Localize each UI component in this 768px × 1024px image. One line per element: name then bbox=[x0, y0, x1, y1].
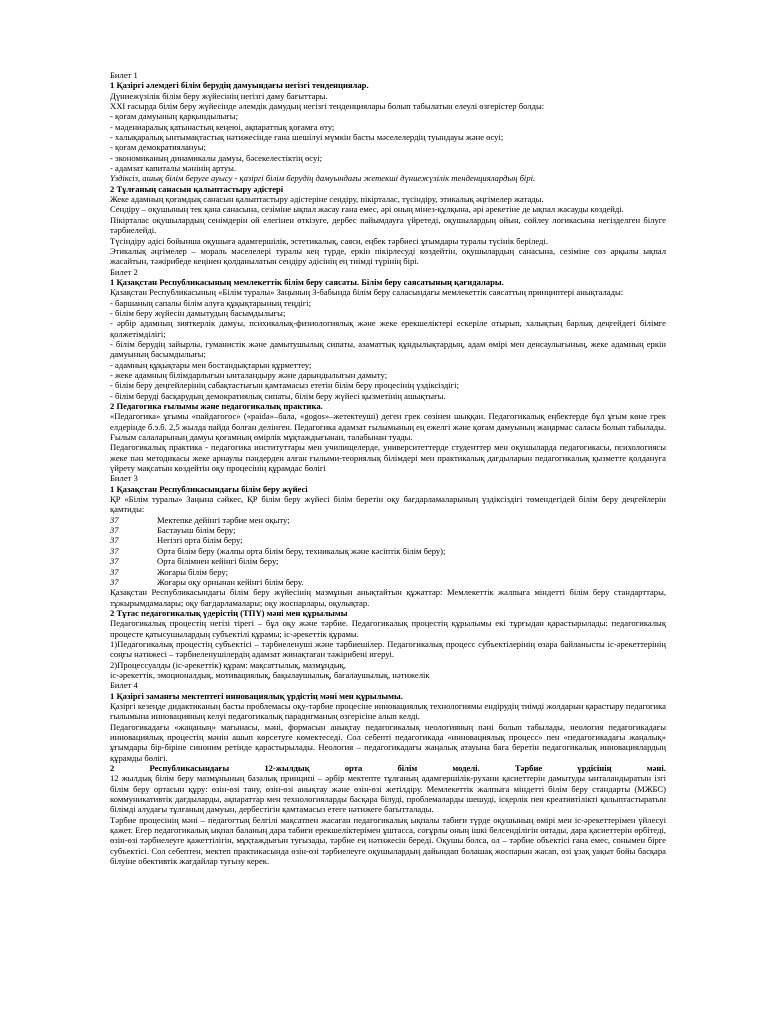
ticket-label: Билет 1 bbox=[110, 70, 138, 80]
list-number: 37 bbox=[110, 556, 119, 567]
list-item bbox=[110, 556, 666, 566]
paragraph: іс-әрекеттік, эмоционалдық, мотивациялық, бақылаушылық, бағалаушылық, нәтижелік bbox=[110, 669, 430, 680]
paragraph: XXI ғасырда білім беру жүйесінде әлемдік дамудың негізгі тенденциялары болып табылатын елеулі өзгерістер болды: bbox=[110, 101, 545, 112]
list-item bbox=[110, 515, 666, 525]
list-number: 37 bbox=[110, 525, 119, 536]
paragraph: Пікірталас оқушылардың сенімдерін ой елегінен өткізуге, дербес пайымдауға үйретеді, оқушылардың ойын, сөйлеу логикасына негізделген білуге тәрбиелейді. bbox=[110, 214, 666, 236]
paragraph: 1)Педагогикалық процестің субъектісі – тәрбиеленуші және тәрбиешілер. Педагогикалық процесс субъектілерінің өзара байланысты іс-әрекеттерінің соңғы нәтижесі – тәрбиеленушілердің адамзат жинақтаған тәжірибені игеруі. bbox=[110, 638, 666, 660]
section-heading: 1 Қазіргі заманғы мектептегі инновациялық үрдістің мәні мен құрылымы. bbox=[110, 690, 403, 701]
bullet-item: - әрбір адамның зияткерлік дамуы, психикалық-физиологиялық және жеке ерекшеліктері ескеріле отырып, халықтың барлық деңгейдегі білімге қолжетімділігі; bbox=[110, 318, 666, 339]
bullet-item: - қоғам дамуының қарқындылығы; bbox=[110, 111, 238, 122]
list-text: Орта білім беру (жалпы орта білім беру, техникалық және кәсіптік білім беру); bbox=[157, 545, 446, 556]
heading-word: мәні. bbox=[646, 763, 666, 774]
list-text: Жоғары оқу орнынан кейінгі білім беру. bbox=[157, 576, 304, 587]
paragraph: Түсіндіру әдісі бойынша оқушыға адамгершілік, эстетикалық, саяси, еңбек тәрбиесі ұғымдары туралы түсінік беріледі. bbox=[110, 235, 548, 246]
paragraph: Тәрбие процесінің мәні – педагогтың белгілі мақсатпен жасаған педагогикалық ықпалы табиғи түрде оқушының өмірі мен іс-әрекеттерімен үйлесуі қажет. Егер педагогикалық ықпал баланың дара табиғи ерекшеліктерімен ұштасса, соғұрлы оның ішкі белсенділігін оятады, дара қасиеттерін өрбітеді, өзін-өзі тәрбиелеуге қажеттілігін, мұқтаждығын туғызады, тәрбие ең нәтижесін береді. Оқушы болса, ол – тәрбие объектісі ғана емес, сонымен бірге субъектісі. Сол себептен, мектеп практикасында өзін-өзі тәрбиелеуге оқушылардың дайындап болашақ жоспарын жасап, өзі ұзақ уақыт бойы басқара білуіне обективтік жағдайлар туғызу керек. bbox=[110, 814, 666, 867]
list-number: 37 bbox=[110, 545, 119, 556]
bullet-item: - білім беру жүйесін дамытудың басымдылығы; bbox=[110, 307, 286, 318]
section-heading: 1 Қазақстан Республикасының мемлекеттік білім беру саясаты. Білім беру саясатының қағидалары. bbox=[110, 276, 504, 287]
bullet-item: - қоғам демократиялануы; bbox=[110, 142, 206, 153]
ticket-label: Билет 3 bbox=[110, 473, 138, 484]
italic-note: Үздіксіз, ашық білім беруге ауысу - қазіргі білім берудің дамуындағы жетекші дүниежүзілік тенденциялардың бірі. bbox=[110, 173, 536, 184]
ticket-label: Билет 4 bbox=[110, 680, 138, 691]
paragraph: Қазіргі кезеңде дидактиканың басты проблемасы оқу-тәрбие процесіне инновациялық технологиямы ендірудің тиімді жолдарын қарастыру педагогика ғылымына инновацияның келуі педагогикалық парадигманың өзгерісіне алып келді. bbox=[110, 700, 666, 722]
paragraph: Педагогикадағы «жаңаның» мағынасы, мәні, формасын анықтау педагогикалық неологияның пәні болып табылады, неология педагогикадағы инновациялық процестің мәнін ашып көрсетуге көмектеседі. Сол себепті педагогикада «инновациялық процесс» пен «педагогикадағы жаңалық» ұғымдары бір-біріне синоним ретінде қарастырылады. Неология – педагогикадағы жаңалық атауына баға беретін педагогикалық инновациялардың құрамды бөлігі. bbox=[110, 721, 666, 763]
section-heading: 2 Тұтас педагогикалық үдерістің (ТПҮ) мәні мен құрылымы bbox=[110, 607, 348, 618]
list-number: 37 bbox=[110, 576, 119, 587]
bullet-item: - білім беру деңгейлерінің сабақтастығын қамтамасыз ететін білім беру процесінің үздіксіздігі; bbox=[110, 380, 459, 391]
paragraph: Педагогикалық практика - педагогика институттары мен училищелерде, университеттерде студенттер мен оқушыларда педагогикасы, психологиясы жеке пән методикасы жеке арнаулы пәндерден алған ғылыми-теориялық білімдері мен практикалық дағдыларын педагогикалық қызметте қолдануға үйрету мақсатын көздейтін оқу процесінің құрамдас бөлігі bbox=[110, 442, 666, 474]
list-item bbox=[110, 535, 666, 545]
paragraph: Сендіру – оқушының тек қана санасына, сезіміне ықпал жасау ғана емес, әрі оның мінез-құлқына, әрі әрекетіне де ықпал жасауды көздейді. bbox=[110, 204, 624, 215]
paragraph: 2)Процессуалды (іс-әрекеттік) құрам: мақсаттылық, мазмұндық, bbox=[110, 659, 346, 670]
list-item bbox=[110, 567, 666, 577]
list-text: Орта білімнен кейінгі білім беру; bbox=[157, 556, 279, 567]
heading-word: моделі. bbox=[452, 763, 480, 774]
heading-word: орта bbox=[344, 763, 363, 774]
list-number: 37 bbox=[110, 535, 119, 546]
bullet-item: - экономиканың динамикалы дамуы, бәсекелестіктің өсуі; bbox=[110, 152, 323, 163]
paragraph: Қазақстан Республикасындағы білім беру жүйесінің мазмұнын анықтайтын құжаттар: Мемлекеттік жалпыға міндетті білім беру стандарттары, тұжырымдамалары; оқу бағдарламалары; оқу жоспарлары, оқулықтар. bbox=[110, 587, 666, 608]
section-heading bbox=[110, 763, 666, 773]
paragraph: 12 жылдық білім беру мазмұнының базалық принципі – әрбір мектепте тұлғаның адамгершілік-рухани қасиеттерін дамытуды ынталандыратын ізгі білім беру ортасын құру: өзін-өзі тану, өзін-өзі анықтау және өзін-өзі жетілдіру. Мемлекеттік жалпыға міндетті білім беру стандарты (МЖБС) коммуникативтік дағдыларды, ақпараттар мен технологияларды басқара білуді, проблемаларды шешуді, ісқерлік пен креативтіліктi қалыптастыратын білімді алудағы тұлғаның дамуын, дербестігін қамтамасыз етеге нәтижеге бағытталады. bbox=[110, 773, 666, 815]
heading-word: Тәрбие bbox=[514, 763, 543, 774]
bullet-item: - адамның құқықтары мен бостандықтарын құрметтеу; bbox=[110, 359, 312, 370]
ticket-label: Билет 2 bbox=[110, 266, 138, 277]
paragraph: Жеке адамның қоғамдық санасын қалыптастыру әдістеріне сендіру, пікірталас, түсіндіру, этикалық әңгімелер жатады. bbox=[110, 194, 544, 205]
bullet-item: - адамзат капиталы мәнінің артуы. bbox=[110, 163, 237, 174]
section-heading: 1 Қазақстан Республикасындағы білім беру жүйесі bbox=[110, 483, 308, 494]
list-item bbox=[110, 525, 666, 535]
paragraph: Этикалық әңгімелер – мораль мәселелері туралы кең түрде, еркін пікірлесуді көздейтін, оқушылардың санасына, сезіміне сөз арқылы ықпал жасайтын, тәжірибеде кеңінен қолданылатын сендіру әдісінің ең тиімді түрінің бірі. bbox=[110, 245, 666, 267]
bullet-item: - білім беруді басқарудың демократиялық сипаты, білім беру жүйесі қызметінің ашықтығы. bbox=[110, 390, 446, 401]
document-page bbox=[110, 70, 666, 866]
list-item bbox=[110, 577, 666, 587]
paragraph: Педагогикалық процестің негізі тірегі – бұл оқу және тәрбие. Педагогикалық процестің құрылымы екі тұрғыдан қарастырылады: педагогикалық процесте қатысушылардың субъектілі құрамы; іс-әрекеттік құрамы. bbox=[110, 618, 666, 639]
paragraph: ҚР «Білім туралы» Заңына сәйкес, ҚР білім беру жүйесі білім беретін оқу бағдарламаларының үздіксіздігі төмендегідей білім беру деңгейлерін қамтиды: bbox=[110, 494, 666, 515]
list-text: Жоғары білім беру; bbox=[157, 566, 228, 577]
list-number: 37 bbox=[110, 514, 119, 525]
heading-word: білім bbox=[397, 763, 418, 774]
section-heading: 2 Педагогика ғылымы және педагогикалық практика. bbox=[110, 401, 323, 411]
bullet-item: - баршаның сапалы білім алуға құқықтарының теңдігі; bbox=[110, 297, 312, 308]
bullet-item: - халықаралық ынтымақтастық нәтижесінде ғана шешілуі мүмкін басты мәселелердің туындауы және өсуі; bbox=[110, 132, 504, 143]
list-text: Мектепке дейінгі тәрбие мен оқыту; bbox=[157, 514, 290, 525]
list-text: Негізгі орта білім беру; bbox=[157, 535, 243, 546]
paragraph: «Педагогика» ұғымы «пайдагогос» («paida»–бала, «gogos»–жетектеушi) деген грек сөзінен шыққан. Педагогикалық еңбектерде бұл ұғым көне грек елдерінде б.э.б. 2,5 жылда пайда болған делінген. Педагогика адамзат ғылымының ең ежелгі және қоғам дамуының жаңармас саласы болып табылады. Ғылым салаларының дамуы қоғамның өмірлік мұқтаждығынан, талабынан туады. bbox=[110, 411, 666, 443]
list-number: 37 bbox=[110, 566, 119, 577]
section-heading: 2 Тұлғаның санасын қалыптастыру әдістері bbox=[110, 183, 284, 194]
heading-word: үрдісінің bbox=[577, 763, 612, 774]
heading-word: Республикасындағы bbox=[149, 763, 230, 774]
heading-word: 2 bbox=[110, 763, 115, 774]
bullet-item: - жеке адамның білімдарлығын ынталандыру және дарындылығын дамыту; bbox=[110, 369, 388, 380]
bullet-item: - мәдениаралық қатынастың кеңеюі, ақпараттық қоғамға өту; bbox=[110, 121, 335, 132]
list-item bbox=[110, 546, 666, 556]
bullet-item: - білім берудің зайырлы, гуманистік және дамытушылық сипаты, азаматтық құндылықтардың, адам өмірі мен денсаулығының, жеке адамның еркін дамуының басымдылығы; bbox=[110, 338, 666, 360]
list-text: Бастауыш білім беру; bbox=[157, 525, 236, 536]
paragraph: Дүниежүзілік білім беру жүйесінің негізгі даму бағыттары. bbox=[110, 90, 328, 101]
heading-word: 12-жылдық bbox=[264, 763, 310, 774]
paragraph: Қазақстан Республикасының «Білім туралы» Заңының 3-бабында білім беру саласындағы мемлекеттік саясаттың принциптері анықталады: bbox=[110, 287, 624, 298]
section-heading: 1 Қазіргі әлемдегі білім берудің дамуындағы негізгі тенденциялар. bbox=[110, 80, 369, 91]
